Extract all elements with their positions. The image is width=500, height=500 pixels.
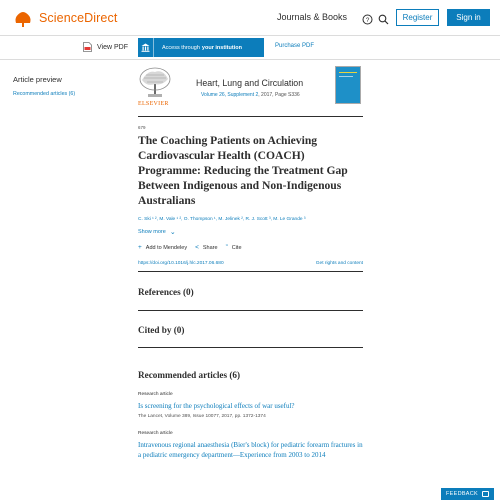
article-type: Research article <box>138 431 173 436</box>
quote-icon: ” <box>225 244 228 251</box>
header-divider <box>138 116 363 117</box>
access-prefix: Access through <box>162 44 200 51</box>
journal-header <box>138 66 363 116</box>
add-to-mendeley-button[interactable] <box>138 244 187 251</box>
institution-icon <box>138 38 154 57</box>
cover-stripe <box>339 72 357 73</box>
doi-link[interactable]: https://doi.org/10.1016/j.hlc.2017.06.680 <box>138 261 224 266</box>
access-bold: your institution <box>201 44 242 51</box>
chat-icon <box>482 491 489 497</box>
sidebar <box>13 75 123 97</box>
article-number: 679 <box>138 125 146 130</box>
cited-by-heading: Cited by (0) <box>138 325 185 335</box>
publisher-label: ELSEVIER <box>138 101 169 107</box>
recommended-article-link[interactable]: Is screening for the psychological effects of war useful? <box>138 402 295 410</box>
chevron-down-icon: ⌄ <box>169 228 176 236</box>
action-label: Add to Mendeley <box>145 244 188 251</box>
article-type: Research article <box>138 392 173 397</box>
cited-by-section <box>138 325 363 348</box>
action-label: Cite <box>231 244 242 251</box>
show-more-button[interactable] <box>138 229 363 235</box>
article-toolbar <box>0 36 500 60</box>
journal-title[interactable]: Heart, Lung and Circulation <box>196 78 304 88</box>
pdf-icon <box>83 42 92 52</box>
doi-row <box>138 261 363 272</box>
elsevier-tree-icon <box>12 9 34 27</box>
show-more-label: Show more <box>138 229 166 235</box>
share-button[interactable] <box>195 244 217 251</box>
journals-books-link[interactable]: Journals & Books <box>277 12 348 22</box>
plus-icon: + <box>138 244 142 251</box>
sidebar-title: Article preview <box>13 75 62 84</box>
list-item <box>138 392 363 419</box>
recommended-heading: Recommended articles (6) <box>138 370 241 380</box>
cover-stripe <box>339 76 353 77</box>
journal-meta <box>201 92 300 98</box>
recommended-article-link[interactable]: Intravenous regional anaesthesia (Bier's block) for pediatric forearm fractures in a pediatric emergency department—Experience from 2003 to 2014 <box>138 441 363 459</box>
search-icon[interactable] <box>378 12 389 23</box>
action-label: Share <box>202 244 218 251</box>
question-circle-icon[interactable] <box>362 12 373 23</box>
cite-button[interactable] <box>226 244 242 251</box>
recommended-section <box>138 370 363 460</box>
author-list[interactable]: C. Ski ¹ ², M. Vale ¹ ², O. Thompson ¹, M. Jelinek ², R. J. Scott ³, M. Le Grande ³ <box>138 217 306 222</box>
svg-text:?: ? <box>365 17 370 24</box>
view-pdf-label: View PDF <box>97 43 128 51</box>
rights-link[interactable]: Get rights and content <box>315 261 363 266</box>
sciencedirect-logo[interactable] <box>12 9 117 27</box>
register-button[interactable]: Register <box>396 9 439 26</box>
sidebar-item-recommended[interactable]: Recommended articles (6) <box>13 91 76 97</box>
feedback-button[interactable] <box>441 488 494 500</box>
purchase-pdf-link[interactable]: Purchase PDF <box>275 43 315 49</box>
journal-cover-image[interactable] <box>335 66 361 104</box>
logo-text: ScienceDirect <box>39 11 118 25</box>
article-title: The Coaching Patients on Achieving Cardiovascular Health (COACH) Programme: Reducing the Treatment Gap Between Indigenous and Non-Indigenous Australians <box>138 134 348 207</box>
journal-volume-link[interactable]: Volume 26, Supplement 2 <box>201 92 259 98</box>
signin-button[interactable]: Sign in <box>447 9 490 26</box>
references-section <box>138 287 363 311</box>
list-item <box>138 431 363 460</box>
journal-meta-rest: , 2017, Page S336 <box>258 92 300 98</box>
article-source: The Lancet, Volume 389, Issue 10077, 2017, pp. 1372-1374 <box>138 414 266 419</box>
view-pdf-button[interactable] <box>83 42 128 52</box>
share-icon: < <box>195 244 199 251</box>
top-header <box>0 0 500 36</box>
article-actions <box>138 244 363 251</box>
references-heading: References (0) <box>138 287 194 297</box>
article-main <box>138 66 363 460</box>
feedback-label: FEEDBACK <box>445 491 479 497</box>
access-institution-button[interactable] <box>138 38 264 57</box>
